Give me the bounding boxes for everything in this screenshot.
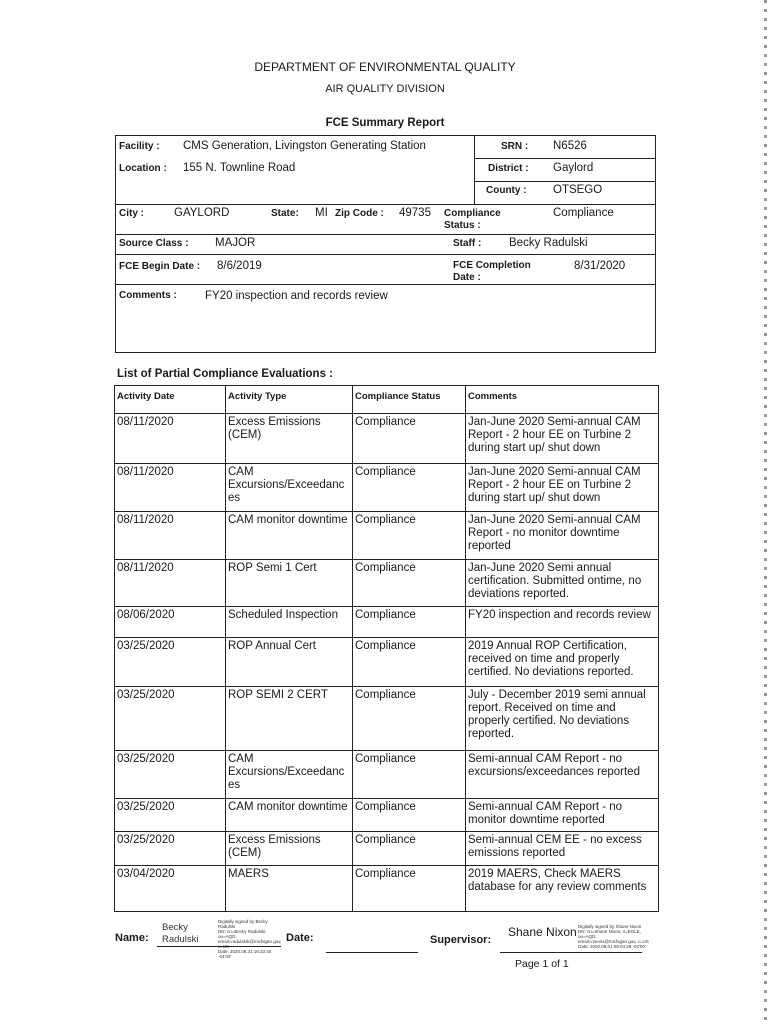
cell-status: Compliance xyxy=(353,832,466,866)
table-row xyxy=(115,607,659,638)
cell-comments: Jan-June 2020 Semi-annual CAM Report - 2 hour EE on Turbine 2 during start up/ shut down xyxy=(466,414,659,464)
divider xyxy=(116,234,655,235)
department-title: DEPARTMENT OF ENVIRONMENTAL QUALITY xyxy=(254,60,516,74)
cell-type: MAERS xyxy=(226,866,353,912)
city-label: City : xyxy=(119,208,144,219)
supervisor-digital-signature xyxy=(578,924,658,949)
cell-date: 03/25/2020 xyxy=(115,687,226,751)
cell-type: Excess Emissions (CEM) xyxy=(226,414,353,464)
cell-status: Compliance xyxy=(353,751,466,799)
supervisor-name: Shane Nixon xyxy=(508,925,577,939)
header-activity-type: Activity Type xyxy=(226,386,353,414)
location-label: Location : xyxy=(119,163,167,174)
cell-type: Scheduled Inspection xyxy=(226,607,353,638)
compliance-status-label: Compliance xyxy=(444,208,501,219)
divider xyxy=(116,254,655,255)
staff-label: Staff : xyxy=(453,238,482,249)
location-value: 155 N. Townline Road xyxy=(183,162,296,174)
cell-type: CAM Excursions/Exceedances xyxy=(226,464,353,512)
cell-type: CAM monitor downtime xyxy=(226,512,353,560)
cell-date: 03/25/2020 xyxy=(115,832,226,866)
divider xyxy=(474,158,655,159)
district-label: District : xyxy=(488,163,529,174)
divider xyxy=(474,181,655,182)
fce-completion-value: 8/31/2020 xyxy=(574,260,626,272)
table-row xyxy=(115,866,659,912)
cell-comments: 2019 MAERS, Check MAERS database for any review comments xyxy=(466,866,659,912)
cell-date: 03/25/2020 xyxy=(115,638,226,687)
cell-comments: July - December 2019 semi annual report. Received on time and properly certified. No deviations reported. xyxy=(466,687,659,751)
zip-value: 49735 xyxy=(399,207,431,219)
pce-table xyxy=(114,385,659,912)
staff-value: Becky Radulski xyxy=(509,237,588,249)
table-row xyxy=(115,751,659,799)
cell-comments: Jan-June 2020 Semi-annual CAM Report - no monitor downtime reported xyxy=(466,512,659,560)
cell-date: 08/11/2020 xyxy=(115,414,226,464)
srn-value: N6526 xyxy=(553,140,587,152)
facility-value: CMS Generation, Livingston Generating Station xyxy=(183,140,426,152)
name-label: Name: xyxy=(115,932,149,944)
county-label: County : xyxy=(486,185,527,196)
table-row xyxy=(115,799,659,832)
srn-label: SRN : xyxy=(501,141,529,152)
cell-date: 03/25/2020 xyxy=(115,751,226,799)
fce-begin-label: FCE Begin Date : xyxy=(119,261,201,272)
zip-label: Zip Code : xyxy=(335,208,384,219)
inspector-first-name: Becky xyxy=(162,922,188,933)
county-value: OTSEGO xyxy=(553,184,603,196)
table-row xyxy=(115,560,659,607)
cell-status: Compliance xyxy=(353,512,466,560)
district-value: Gaylord xyxy=(553,162,594,174)
supervisor-underline xyxy=(500,952,642,953)
division-title: AIR QUALITY DIVISION xyxy=(325,83,445,95)
table-row xyxy=(115,638,659,687)
table-row xyxy=(115,512,659,560)
cell-comments: Semi-annual CEM EE - no excess emissions reported xyxy=(466,832,659,866)
source-class-value: MAJOR xyxy=(215,237,256,249)
cell-type: ROP SEMI 2 CERT xyxy=(226,687,353,751)
cell-status: Compliance xyxy=(353,638,466,687)
cell-status: Compliance xyxy=(353,687,466,751)
sig-line: Date: 2020.08.31 16:33:40 -04'00' xyxy=(218,949,272,959)
table-row xyxy=(115,832,659,866)
cell-comments: Semi-annual CAM Report - no monitor downtime reported xyxy=(466,799,659,832)
cell-type: CAM Excursions/Exceedances xyxy=(226,751,353,799)
cell-status: Compliance xyxy=(353,799,466,832)
cell-date: 08/11/2020 xyxy=(115,464,226,512)
cell-type: CAM monitor downtime xyxy=(226,799,353,832)
sig-line: DN: cn=Becky Radulski, ou=AQD, xyxy=(218,929,267,939)
cell-date: 08/06/2020 xyxy=(115,607,226,638)
cell-date: 08/11/2020 xyxy=(115,560,226,607)
cell-status: Compliance xyxy=(353,414,466,464)
pce-list-title: List of Partial Compliance Evaluations : xyxy=(117,368,333,380)
cell-comments: Semi-annual CAM Report - no excursions/exceedances reported xyxy=(466,751,659,799)
comments-value: FY20 inspection and records review xyxy=(205,290,388,302)
table-row xyxy=(115,687,659,751)
city-value: GAYLORD xyxy=(174,207,230,219)
page-number: Page 1 of 1 xyxy=(515,958,569,970)
divider xyxy=(116,204,655,205)
header-activity-date: Activity Date xyxy=(115,386,226,414)
inspector-name xyxy=(162,922,198,946)
compliance-status-value: Compliance xyxy=(553,207,614,219)
table-row xyxy=(115,414,659,464)
divider xyxy=(474,136,475,204)
sig-line: Date: 2020.09.01 09:04:28 -04'00' xyxy=(578,944,646,949)
scan-edge xyxy=(764,0,767,1024)
cell-type: ROP Semi 1 Cert xyxy=(226,560,353,607)
header-comments: Comments xyxy=(466,386,659,414)
date-underline xyxy=(326,952,418,953)
cell-comments: 2019 Annual ROP Certification, received on time and properly certified. No deviations reported. xyxy=(466,638,659,687)
cell-status: Compliance xyxy=(353,607,466,638)
cell-date: 03/04/2020 xyxy=(115,866,226,912)
sig-line: Digitally signed by Becky Radulski xyxy=(218,919,268,929)
facility-label: Facility : xyxy=(119,141,160,152)
inspector-digital-signature xyxy=(218,919,282,959)
name-underline xyxy=(157,946,281,947)
date-label: Date: xyxy=(286,932,314,944)
cell-comments: FY20 inspection and records review xyxy=(466,607,659,638)
cell-status: Compliance xyxy=(353,560,466,607)
cell-date: 08/11/2020 xyxy=(115,512,226,560)
cell-comments: Jan-June 2020 Semi-annual CAM Report - 2 hour EE on Turbine 2 during start up/ shut down xyxy=(466,464,659,512)
fce-completion-label: FCE Completion xyxy=(453,260,531,271)
state-value: MI xyxy=(315,207,328,219)
table-row xyxy=(115,464,659,512)
sig-line: DN: cn=Shane Nixon, o=EGLE, ou=AQD, xyxy=(578,929,642,939)
cell-status: Compliance xyxy=(353,464,466,512)
header-compliance-status: Compliance Status xyxy=(353,386,466,414)
source-class-label: Source Class : xyxy=(119,238,189,249)
fce-begin-value: 8/6/2019 xyxy=(217,260,262,272)
facility-info-box xyxy=(115,135,656,353)
state-label: State: xyxy=(271,208,299,219)
divider xyxy=(116,284,655,285)
cell-date: 03/25/2020 xyxy=(115,799,226,832)
compliance-status-label-2: Status : xyxy=(444,220,481,231)
cell-type: ROP Annual Cert xyxy=(226,638,353,687)
cell-type: Excess Emissions (CEM) xyxy=(226,832,353,866)
cell-comments: Jan-June 2020 Semi annual certification. Submitted ontime, no deviations reported. xyxy=(466,560,659,607)
sig-line: email=radulskib@michigan.gov, c=US xyxy=(218,939,282,949)
sig-line: email=nixons@michigan.gov, c=US xyxy=(578,939,649,944)
cell-status: Compliance xyxy=(353,866,466,912)
report-title: FCE Summary Report xyxy=(325,117,445,129)
comments-label: Comments : xyxy=(119,290,177,301)
supervisor-label: Supervisor: xyxy=(430,934,492,946)
fce-completion-label-2: Date : xyxy=(453,272,481,283)
sig-line: Digitally signed by Shane Nixon xyxy=(578,924,642,929)
table-header-row xyxy=(115,386,659,414)
inspector-last-name: Radulski xyxy=(162,934,199,945)
